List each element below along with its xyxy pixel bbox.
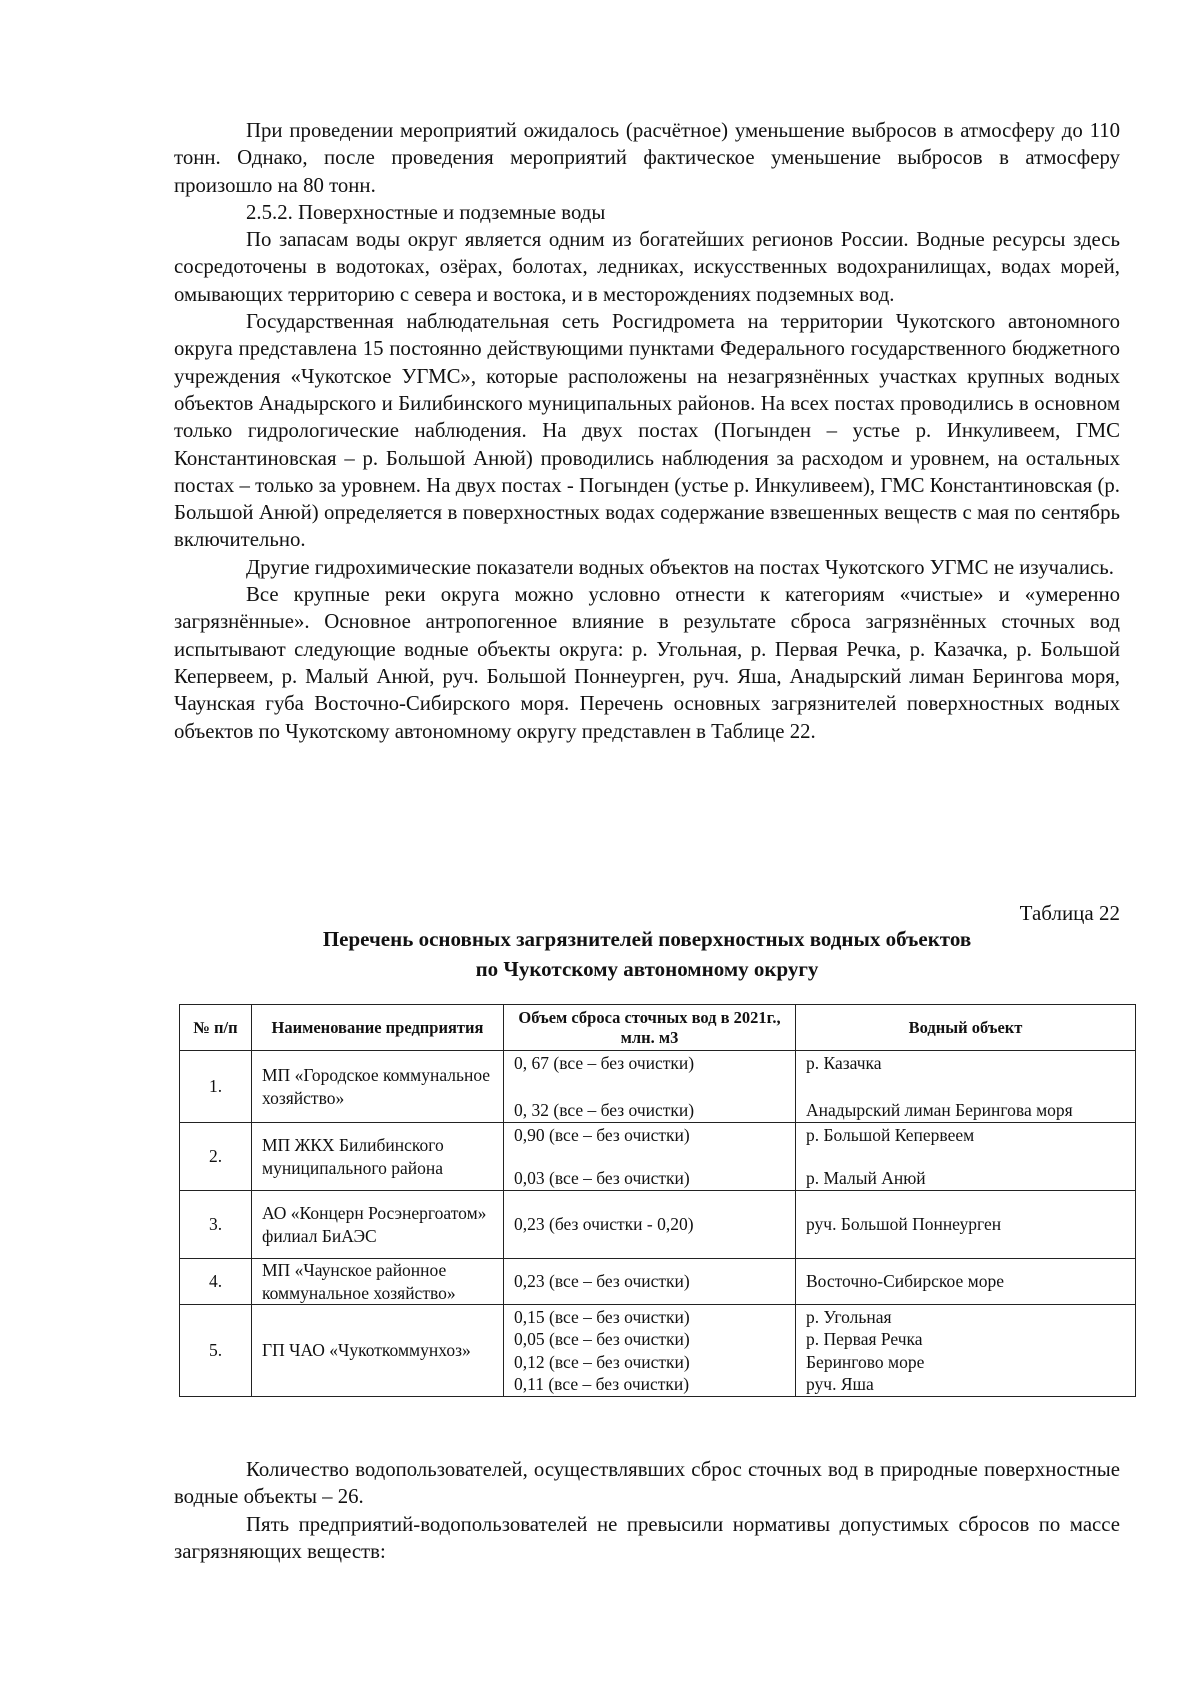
volume-value: 0,11 (все – без очистки) — [514, 1373, 690, 1394]
row-enterprise: ГП ЧАО «Чукоткоммунхоз» — [252, 1305, 504, 1397]
water-object: Анадырский лиман Берингова моря — [806, 1100, 1073, 1121]
row-volume — [504, 1123, 796, 1191]
header-volume: Объем сброса сточных вод в 2021г., млн. м3 — [504, 1005, 796, 1051]
table-title — [174, 924, 1120, 984]
paragraph: По запасам воды округ является одним из богатейших регионов России. Водные ресурсы здесь сосредоточены в водотоках, озёрах, болотах, ледниках, искусственных водохранилищах, водах морей, омывающих территорию с севера и востока, и в месторождениях подземных вод. — [174, 228, 1120, 306]
row-enterprise: МП ЖКХ Билибинского муниципального района — [252, 1123, 504, 1191]
row-volume — [504, 1051, 796, 1123]
paragraph: Пять предприятий-водопользователей не превысили нормативы допустимых сбросов по массе загрязняющих веществ: — [174, 1512, 1120, 1563]
row-enterprise: МП «Городское коммунальное хозяйство» — [252, 1051, 504, 1123]
paragraph: Все крупные реки округа можно условно отнести к категориям «чистые» и «умеренно загрязнённые». Основное антропогенное влияние в результате сброса загрязнённых сточных вод испытывают следующие водные объекты округа: р. Угольная, р. Первая Речка, р. Казачка, р. Большой Кепервеем, р. Малый Анюй, руч. Большой Поннеурген, руч. Яша, Анадырский лиман Берингова моря, Чаунская губа Восточно-Сибирского моря. Перечень основных загрязнителей поверхностных водных объектов по Чукотскому автономному округу представлен в Таблице 22. — [174, 583, 1120, 743]
row-water-object — [796, 1305, 1136, 1397]
volume-value: 0,15 (все – без очистки) — [514, 1306, 690, 1327]
row-enterprise: МП «Чаунское районное коммунальное хозяйство» — [252, 1259, 504, 1305]
table-row — [180, 1051, 1136, 1123]
volume-value: 0,03 (все – без очистки) — [514, 1168, 690, 1189]
water-object: р. Большой Кепервеем — [806, 1124, 975, 1145]
table-title-line: Перечень основных загрязнителей поверхностных водных объектов — [322, 927, 972, 951]
water-object: руч. Яша — [806, 1373, 874, 1394]
paragraph: При проведении мероприятий ожидалось (расчётное) уменьшение выбросов в атмосферу до 110 тонн. Однако, после проведения мероприятий фактическое уменьшение выбросов в атмосферу произошло на 80 тонн. — [174, 119, 1120, 197]
body-text-bottom — [174, 1456, 1120, 1565]
water-object: р. Малый Анюй — [806, 1168, 926, 1189]
volume-value: 0, 67 (все – без очистки) — [514, 1052, 695, 1073]
water-object: р. Угольная — [806, 1306, 892, 1327]
row-volume: 0,23 (без очистки - 0,20) — [504, 1191, 796, 1259]
table-row — [180, 1259, 1136, 1305]
row-num: 5. — [180, 1305, 252, 1397]
header-num: № п/п — [180, 1005, 252, 1051]
row-water-object — [796, 1051, 1136, 1123]
table-row — [180, 1191, 1136, 1259]
paragraph: Количество водопользователей, осуществлявших сброс сточных вод в природные поверхностные водные объекты – 26. — [174, 1458, 1120, 1509]
paragraph: Другие гидрохимические показатели водных объектов на постах Чукотского УГМС не изучались. — [246, 555, 1114, 579]
row-num: 2. — [180, 1123, 252, 1191]
row-num: 1. — [180, 1051, 252, 1123]
row-volume — [504, 1305, 796, 1397]
water-object: р. Первая Речка — [806, 1329, 923, 1350]
body-text-top — [174, 117, 1120, 745]
volume-value: 0,12 (все – без очистки) — [514, 1351, 690, 1372]
row-num: 3. — [180, 1191, 252, 1259]
row-num: 4. — [180, 1259, 252, 1305]
header-name: Наименование предприятия — [252, 1005, 504, 1051]
section-heading: 2.5.2. Поверхностные и подземные воды — [246, 200, 606, 224]
table-row — [180, 1305, 1136, 1397]
volume-value: 0,90 (все – без очистки) — [514, 1124, 690, 1145]
table-row — [180, 1123, 1136, 1191]
table-header-row — [180, 1005, 1136, 1051]
row-water-object: руч. Большой Поннеурген — [796, 1191, 1136, 1259]
header-object: Водный объект — [796, 1005, 1136, 1051]
water-object: р. Казачка — [806, 1052, 882, 1073]
volume-value: 0, 32 (все – без очистки) — [514, 1100, 695, 1121]
pollutants-table — [179, 1004, 1136, 1397]
water-object: Берингово море — [806, 1351, 925, 1372]
paragraph: Государственная наблюдательная сеть Росгидромета на территории Чукотского автономного округа представлена 15 постоянно действующими пунктами Федерального государственного бюджетного учреждения «Чукотское УГМС», которые расположены на незагрязнённых участках крупных водных объектов Анадырского и Билибинского муниципальных районов. На всех постах проводились в основном только гидрологические наблюдения. На двух постах (Погынден – устье р. Инкуливеем, ГМС Константиновская – р. Большой Анюй) проводились наблюдения за расходом и уровнем, на остальных постах – только за уровнем. На двух постах - Погынден (устье р. Инкуливеем), ГМС Константиновская (р. Большой Анюй) определяется в поверхностных водах содержание взвешенных веществ с мая по сентябрь включительно. — [174, 310, 1120, 552]
row-enterprise: АО «Концерн Росэнергоатом» филиал БиАЭС — [252, 1191, 504, 1259]
volume-value: 0,05 (все – без очистки) — [514, 1329, 690, 1350]
row-volume: 0,23 (все – без очистки) — [504, 1259, 796, 1305]
table-title-line: по Чукотскому автономному округу — [475, 957, 819, 981]
table-caption: Таблица 22 — [1019, 901, 1120, 925]
row-water-object — [796, 1123, 1136, 1191]
row-water-object: Восточно-Сибирское море — [796, 1259, 1136, 1305]
